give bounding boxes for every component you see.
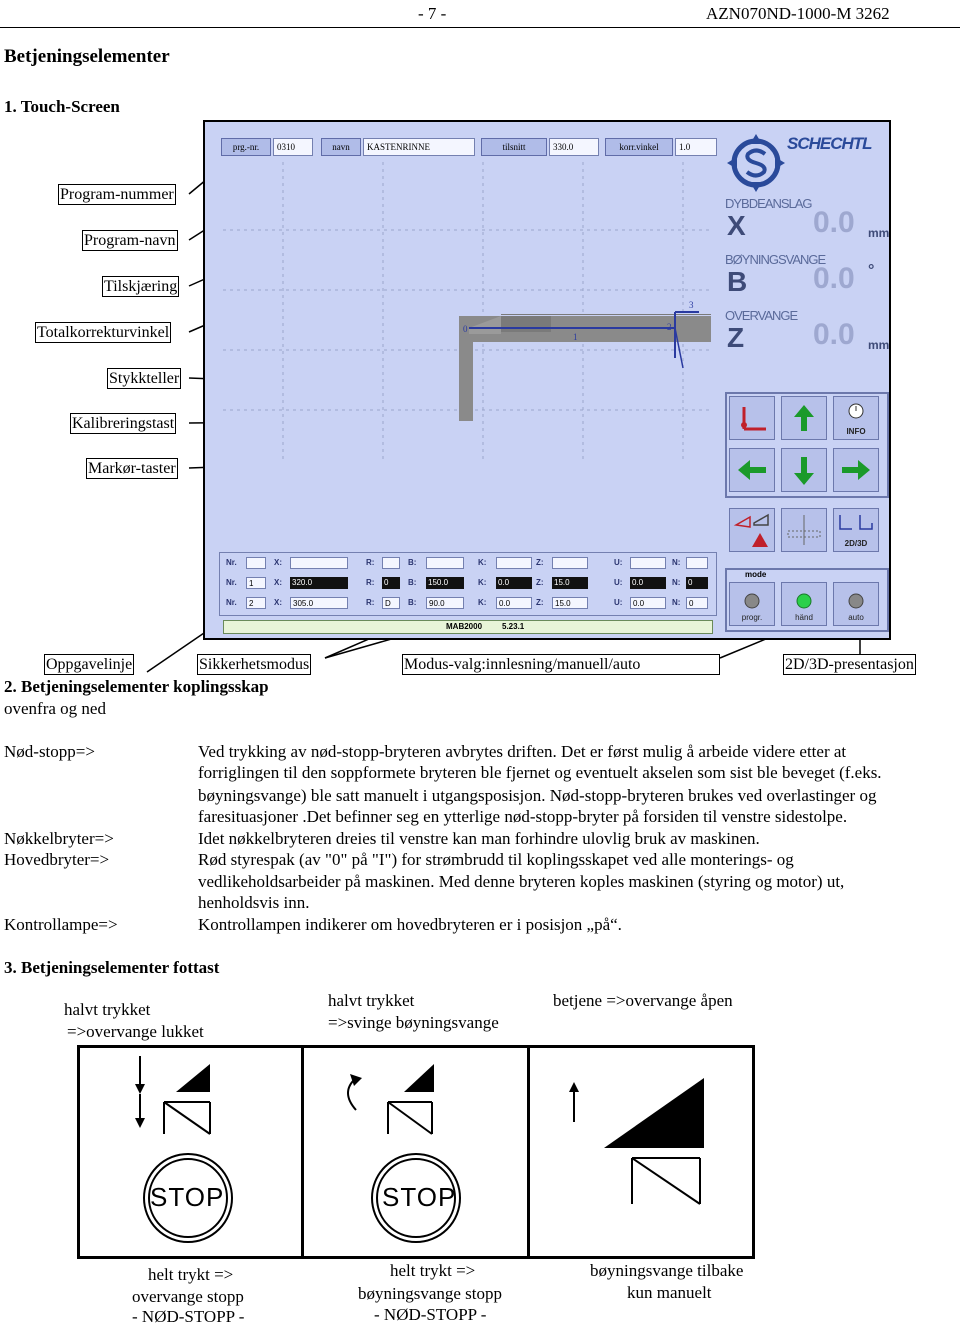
text-nod-stopp-1: Ved trykking av nød-stopp-bryteren avbrytes driften. Det er først mulig å arbeide videre etter at <box>198 742 847 761</box>
text-kontrollampe: Kontrollampen indikerer om hovedbryteren er i posisjon „på“. <box>198 915 622 934</box>
pedal3-symbols <box>530 1048 752 1256</box>
mode-progr-button[interactable] <box>729 582 775 626</box>
drawing-label-c: 2 <box>667 322 672 332</box>
pedal1-upper-beam-icon <box>176 1064 210 1092</box>
mode-title: mode <box>745 570 767 579</box>
name-button[interactable]: navn <box>321 138 361 156</box>
row2-x-label: X: <box>274 598 282 607</box>
schechtl-logo-icon <box>725 132 787 194</box>
section2-subtitle: ovenfra og ned <box>4 699 106 718</box>
row2-nr-label: Nr. <box>226 598 237 607</box>
row0-r[interactable] <box>382 557 400 569</box>
safety-mode-key[interactable] <box>729 508 775 552</box>
arrow-left-icon <box>730 449 774 491</box>
row1-u-label: U: <box>614 578 623 587</box>
view-2d3d-key[interactable] <box>833 508 879 552</box>
callout-totalkorrekturvinkel: Totalkorrekturvinkel <box>37 324 170 341</box>
label-nokkelbryter: Nøkkelbryter=> <box>4 829 114 848</box>
prg-nr-field[interactable]: 0310 <box>273 138 313 156</box>
pedal2-stop-label: STOP <box>382 1182 457 1212</box>
callout-sikkerhetsmodus: Sikkerhetsmodus <box>199 656 310 673</box>
row2-b[interactable]: 90.0 <box>426 597 464 609</box>
row2-r[interactable]: D <box>382 597 400 609</box>
pedal3-top-1: betjene =>overvange åpen <box>553 991 733 1010</box>
pedal1-top-1: halvt trykket <box>64 1000 151 1019</box>
row0-nr[interactable] <box>246 557 266 569</box>
callout-tilskjaering: Tilskjæring <box>104 278 178 295</box>
pedal3-bottom-1: bøyningsvange tilbake <box>590 1261 744 1280</box>
row1-u[interactable]: 0.0 <box>630 577 666 589</box>
pedal1-symbols <box>80 1048 301 1256</box>
row1-x-label: X: <box>274 578 282 587</box>
calibration-icon <box>730 397 774 439</box>
text-hovedbryter-3: henholdsvis inn. <box>198 893 310 912</box>
corr-angle-button[interactable]: korr.vinkel <box>605 138 673 156</box>
section3-title: 3. Betjeningselementer fottast <box>4 958 220 977</box>
pedal1-lower-beam-icon <box>164 1102 210 1134</box>
clock-icon <box>834 397 878 423</box>
calibration-key[interactable] <box>729 396 775 440</box>
corr-angle-field[interactable]: 1.0 <box>675 138 717 156</box>
task-bar <box>223 620 713 634</box>
callout-program-nummer: Program-nummer <box>60 186 174 203</box>
text-nokkelbryter: Idet nøkkelbryteren dreies til venstre kan man forhindre ulovlig bruk av maskinen. <box>198 829 760 848</box>
document-id: AZN070ND-1000-M 3262 <box>706 4 890 23</box>
row0-k[interactable] <box>496 557 532 569</box>
auto-led-icon <box>834 583 878 613</box>
pedal1-stop-label: STOP <box>150 1182 225 1212</box>
pedal3-upper-beam-icon <box>604 1078 704 1148</box>
arrow-up-key[interactable] <box>781 396 827 440</box>
row2-u-label: U: <box>614 598 623 607</box>
row1-nr[interactable]: 1 <box>246 577 266 589</box>
row2-b-label: B: <box>408 598 417 607</box>
upper-tool <box>501 316 551 332</box>
row0-z-label: Z: <box>536 558 544 567</box>
row2-z-label: Z: <box>536 598 544 607</box>
row0-b-label: B: <box>408 558 417 567</box>
text-nod-stopp-2: forriglingen til den soppformete bryteren ble fjernet og eventuelt akselen som sist ble beveget (f.eks. <box>198 763 882 782</box>
row0-r-label: R: <box>366 558 375 567</box>
row0-n[interactable] <box>686 557 708 569</box>
axis-b-label: BØYNINGSVANGE <box>725 252 826 267</box>
callout-kalibreringstast: Kalibreringstast <box>72 415 175 432</box>
row1-x[interactable]: 320.0 <box>290 577 348 589</box>
mode-auto-button[interactable] <box>833 582 879 626</box>
pedal2-top-1: halvt trykket <box>328 991 415 1010</box>
pedal2-symbols <box>304 1048 527 1256</box>
touch-screen-heading: 1. Touch-Screen <box>4 97 120 116</box>
drawing-label-b: 1 <box>573 332 578 342</box>
name-field[interactable]: KASTENRINNE <box>363 138 475 156</box>
progr-led-icon <box>730 583 774 613</box>
callout-2d3d: 2D/3D-presentasjon <box>785 656 914 673</box>
axis-z-letter: Z <box>727 322 745 353</box>
row1-n[interactable]: 0 <box>686 577 708 589</box>
callout-oppgavelinje: Oppgavelinje <box>46 656 133 673</box>
tool-icon <box>782 509 826 551</box>
row1-k-label: K: <box>478 578 487 587</box>
callout-markor-taster: Markør-taster <box>88 460 176 477</box>
arrow-left-key[interactable] <box>729 448 775 492</box>
pedal2-bottom-1: helt trykt => <box>390 1261 476 1280</box>
mode-hand-label: händ <box>795 613 813 622</box>
row1-b[interactable]: 150.0 <box>426 577 464 589</box>
safety-warning-icon <box>730 509 774 551</box>
label-kontrollampe: Kontrollampe=> <box>4 915 118 934</box>
callout-program-navn: Program-navn <box>84 232 176 249</box>
pedal1-top-2: =>overvange lukket <box>67 1022 204 1041</box>
bend-drawing <box>223 162 713 462</box>
mode-auto-label: auto <box>848 613 864 622</box>
view-2d3d-icon <box>834 509 878 535</box>
tool-key[interactable] <box>781 508 827 552</box>
task-bar-app: MAB2000 <box>446 622 483 631</box>
axis-b-letter: B <box>727 266 748 297</box>
info-key[interactable] <box>833 396 879 440</box>
row0-x[interactable] <box>290 557 348 569</box>
row2-x[interactable]: 305.0 <box>290 597 348 609</box>
pedal3-bottom-2: kun manuelt <box>627 1283 712 1302</box>
section2-title: 2. Betjeningselementer koplingsskap <box>4 677 269 696</box>
text-hovedbryter-2: vedlikeholdsarbeider på maskinen. Med denne bryteren koples maskinen (styring og motor) ut, <box>198 872 845 891</box>
text-hovedbryter-1: Rød styrespak (av "0" på "I") for strømbrudd til koplingsskapet ved alle monterings- og <box>198 850 794 869</box>
axis-z-unit: mm <box>868 338 890 352</box>
pedal2-upper-beam-icon <box>404 1064 434 1092</box>
row2-z[interactable]: 15.0 <box>552 597 588 609</box>
axis-b-value: 0.0 <box>813 262 855 295</box>
text-nod-stopp-3: bøyningsvange) ble satt manuelt i utgangsposisjon. Nød-stopp-bryteren brukes ved overlastinger og <box>198 786 877 805</box>
text-nod-stopp-4: faresituasjoner .Det befinner seg en ytterlige nød-stopp-bryter på forsiden til venstre sidestolpe. <box>198 807 848 826</box>
support-line <box>501 314 711 315</box>
touch-screen <box>203 120 891 640</box>
arrow-down-icon <box>782 449 826 491</box>
cut-button[interactable]: tilsnitt <box>481 138 547 156</box>
pedal2-bottom-2: bøyningsvange stopp <box>358 1284 503 1303</box>
hand-led-icon <box>782 583 826 613</box>
callout-stykkteller: Stykkteller <box>109 370 180 387</box>
row2-k[interactable]: 0.0 <box>496 597 532 609</box>
mode-progr-label: progr. <box>741 613 763 622</box>
pedal1-arrow-head-1 <box>135 1084 145 1094</box>
row0-b[interactable] <box>426 557 464 569</box>
axis-b-unit: ° <box>868 262 875 279</box>
pedal2-top-2: =>svinge bøyningsvange <box>328 1013 499 1032</box>
cut-field[interactable]: 330.0 <box>549 138 599 156</box>
axis-x-label: DYBDEANSLAG <box>725 196 812 211</box>
axis-x-letter: X <box>727 210 746 241</box>
info-label: INFO <box>846 427 866 436</box>
pedal2-lower-beam-icon <box>388 1102 432 1134</box>
logo-text: SCHECHTL <box>787 134 872 153</box>
row0-nr-label: Nr. <box>226 558 237 567</box>
row2-u[interactable]: 0.0 <box>630 597 666 609</box>
arrow-right-icon <box>834 449 878 491</box>
row2-k-label: K: <box>478 598 487 607</box>
callout-modus-valg: Modus-valg:innlesning/manuell/auto <box>402 654 720 675</box>
arrow-right-key[interactable] <box>833 448 879 492</box>
drawing-label-a: 0 <box>463 324 468 334</box>
row2-nr[interactable]: 2 <box>246 597 266 609</box>
pedal3-lower-beam-icon <box>632 1158 700 1204</box>
page-number: - 7 - <box>418 4 447 23</box>
row0-n-label: N: <box>672 558 681 567</box>
section-title: Betjeningselementer <box>4 46 170 67</box>
row2-n[interactable]: 0 <box>686 597 708 609</box>
pedal3-up-arrow-head <box>569 1082 579 1092</box>
row1-n-label: N: <box>672 578 681 587</box>
axis-x-unit: mm <box>868 226 890 240</box>
mode-hand-button[interactable] <box>781 582 827 626</box>
axis-z-label: OVERVANGE <box>725 308 798 323</box>
row1-z-label: Z: <box>536 578 544 587</box>
row1-nr-label: Nr. <box>226 578 237 587</box>
view-2d3d-label: 2D/3D <box>844 539 868 548</box>
row0-u-label: U: <box>614 558 623 567</box>
pedal1-arrow-head-2 <box>135 1118 145 1128</box>
program-grid <box>219 552 717 616</box>
axis-z-value: 0.0 <box>813 318 855 351</box>
row1-k[interactable]: 0.0 <box>496 577 532 589</box>
arrow-up-icon <box>782 397 826 439</box>
row1-r-label: R: <box>366 578 375 587</box>
foot-pedal-table <box>77 1045 755 1259</box>
row0-u[interactable] <box>630 557 666 569</box>
row0-k-label: K: <box>478 558 487 567</box>
axis-x-value: 0.0 <box>813 206 855 239</box>
task-bar-version: 5.23.1 <box>502 622 525 631</box>
row0-z[interactable] <box>552 557 588 569</box>
pedal1-bottom-3: - NØD-STOPP - <box>132 1307 245 1326</box>
row2-r-label: R: <box>366 598 375 607</box>
pedal1-bottom-1: helt trykt => <box>148 1265 234 1284</box>
row1-r[interactable]: 0 <box>382 577 400 589</box>
label-nod-stopp: Nød-stopp=> <box>4 742 95 761</box>
label-hovedbryter: Hovedbryter=> <box>4 850 110 869</box>
arrow-down-key[interactable] <box>781 448 827 492</box>
row0-x-label: X: <box>274 558 282 567</box>
drawing-label-d: 3 <box>689 300 694 310</box>
prg-nr-button[interactable]: prg.-nr. <box>221 138 271 156</box>
pedal2-bottom-3: - NØD-STOPP - <box>374 1305 487 1324</box>
row2-n-label: N: <box>672 598 681 607</box>
row1-z[interactable]: 15.0 <box>552 577 588 589</box>
row1-b-label: B: <box>408 578 417 587</box>
pedal1-bottom-2: overvange stopp <box>132 1287 244 1306</box>
